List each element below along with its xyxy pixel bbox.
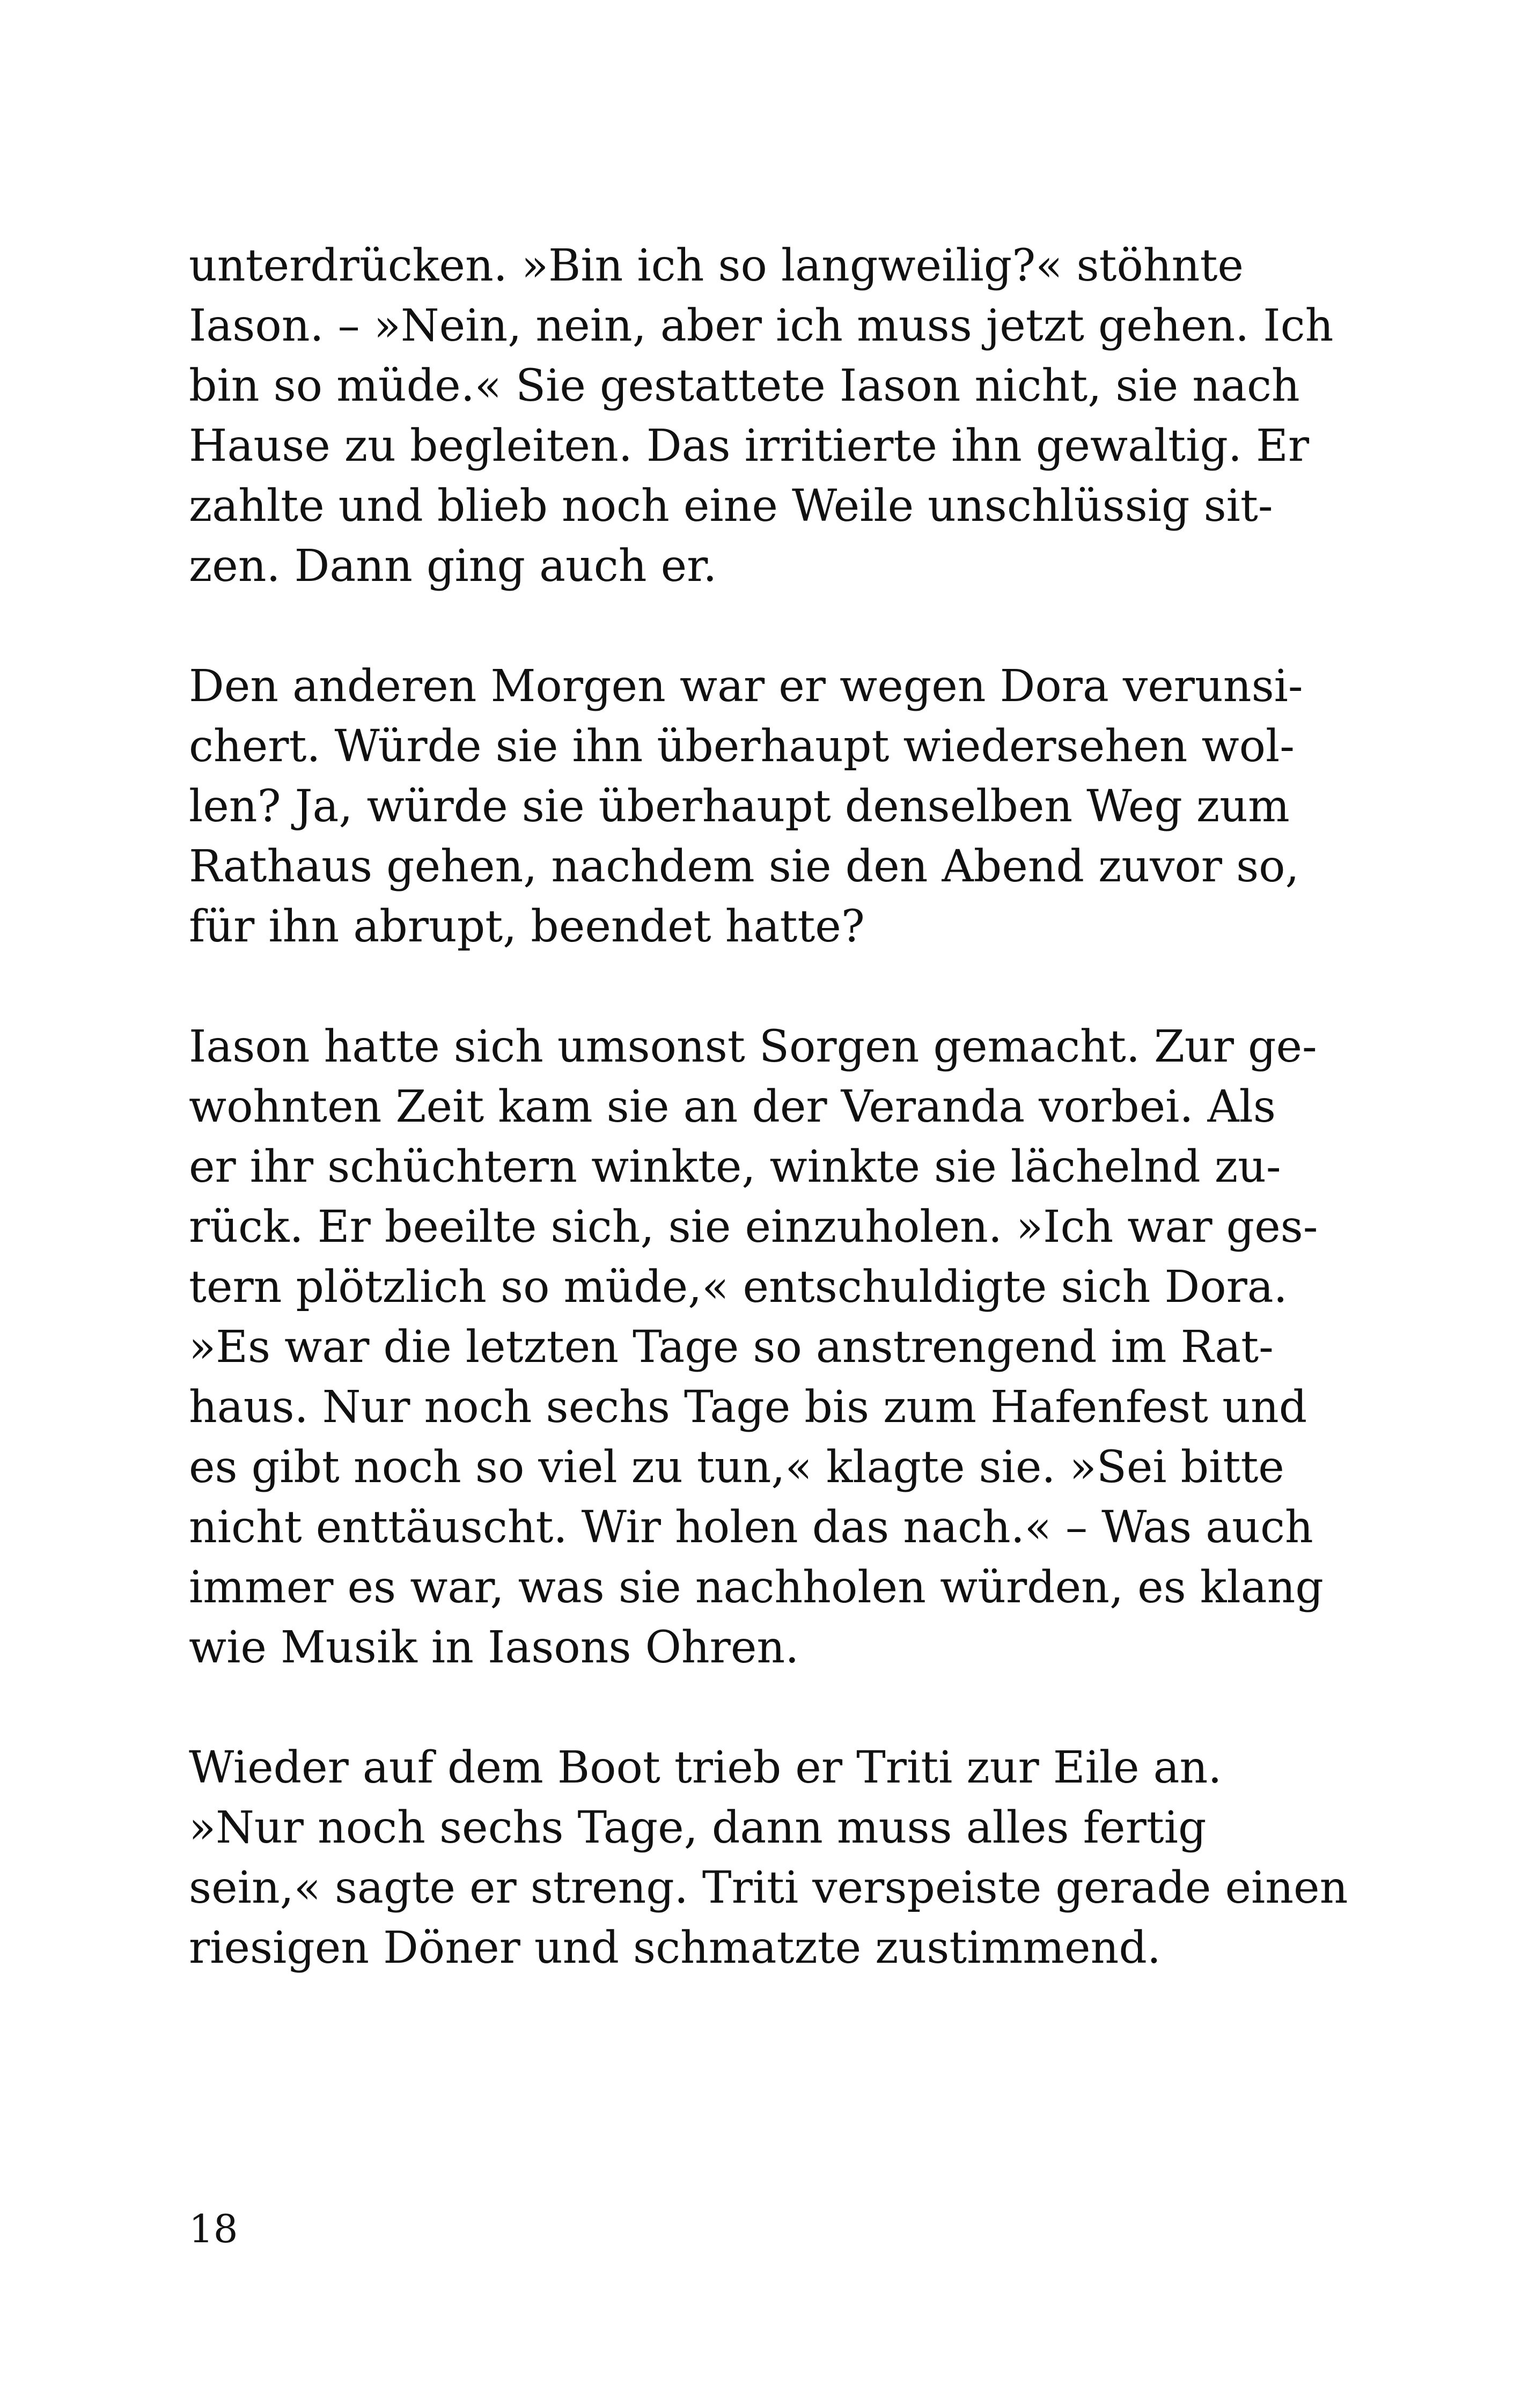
text-line: zen. Dann ging auch er.: [189, 541, 717, 592]
text-line: Rathaus gehen, nachdem sie den Abend zuvor so,: [189, 841, 1299, 892]
body-text: [189, 236, 1348, 2038]
text-line: haus. Nur noch sechs Tage bis zum Hafenfest und: [189, 1382, 1307, 1433]
text-line: es gibt noch so viel zu tun,« klagte sie. »Sei bitte: [189, 1442, 1284, 1493]
text-line: »Nur noch sechs Tage, dann muss alles fertig: [189, 1802, 1207, 1853]
text-line: sein,« sagte er streng. Triti verspeiste gerade einen: [189, 1862, 1348, 1913]
text-line: tern plötzlich so müde,« entschuldigte sich Dora.: [189, 1262, 1288, 1313]
text-line: er ihr schüchtern winkte, winkte sie lächelnd zu-: [189, 1142, 1281, 1192]
text-line: Iason hatte sich umsonst Sorgen gemacht. Zur ge-: [189, 1021, 1317, 1072]
text-line: nicht enttäuscht. Wir holen das nach.« – Was auch: [189, 1502, 1313, 1553]
text-line: Hause zu begleiten. Das irritierte ihn gewaltig. Er: [189, 421, 1310, 472]
text-line: unterdrücken. »Bin ich so langweilig?« stöhnte: [189, 240, 1244, 291]
page-number: 18: [189, 2206, 238, 2251]
text-line: Iason. – »Nein, nein, aber ich muss jetzt gehen. Ich: [189, 300, 1334, 351]
text-line: bin so müde.« Sie gestattete Iason nicht, sie nach: [189, 360, 1300, 411]
paragraph-2: [189, 657, 1337, 957]
text-line: »Es war die letzten Tage so anstrengend im Rat-: [189, 1322, 1274, 1373]
text-line: Den anderen Morgen war er wegen Dora verunsi-: [189, 661, 1303, 712]
text-line: immer es war, was sie nachholen würden, es klang: [189, 1562, 1324, 1613]
text-line: wohnten Zeit kam sie an der Veranda vorbei. Als: [189, 1081, 1276, 1132]
text-line: für ihn abrupt, beendet hatte?: [189, 901, 865, 952]
text-line: zahlte und blieb noch eine Weile unschlüssig sit-: [189, 481, 1273, 532]
text-line: riesigen Döner und schmatzte zustimmend.: [189, 1923, 1161, 1973]
text-line: chert. Würde sie ihn überhaupt wiedersehen wol-: [189, 721, 1295, 772]
paragraph-1: [189, 236, 1337, 597]
text-line: rück. Er beeilte sich, sie einzuholen. »Ich war ges-: [189, 1202, 1318, 1253]
paragraph-3: [189, 1017, 1337, 1678]
text-line: len? Ja, würde sie überhaupt denselben Weg zum: [189, 781, 1290, 832]
text-line: wie Musik in Iasons Ohren.: [189, 1622, 799, 1673]
text-line: Wieder auf dem Boot trieb er Triti zur Eile an.: [189, 1742, 1222, 1793]
paragraph-4: [189, 1738, 1348, 1978]
